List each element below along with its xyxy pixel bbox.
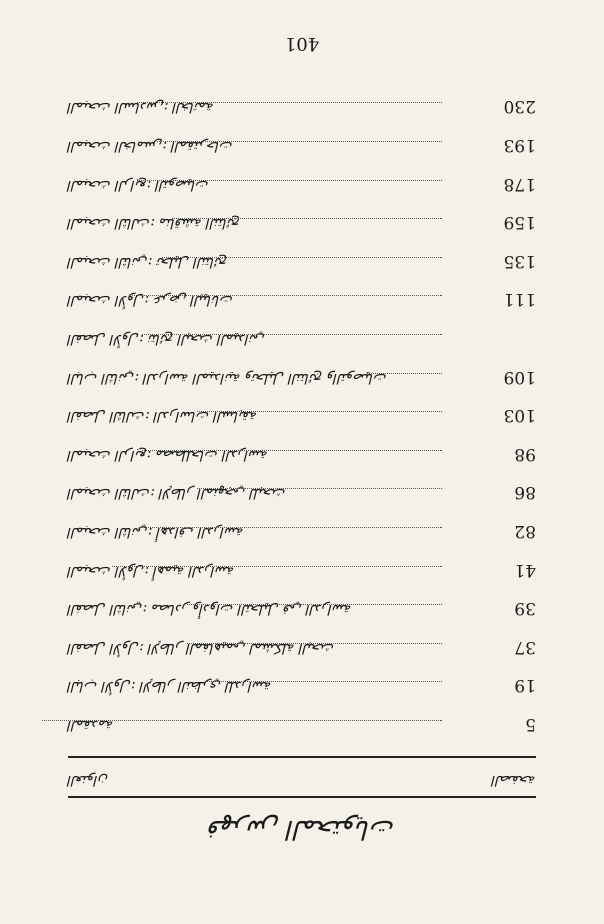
header-rule-bottom bbox=[68, 756, 536, 758]
toc-entry-leader bbox=[112, 566, 442, 567]
toc-entry-label: المبحث الثاني: أهداف الدراسة bbox=[68, 524, 244, 541]
toc-entry-leader bbox=[172, 218, 442, 219]
toc-entry-label: الفصل الأول: نتائج البحث الميداني bbox=[68, 331, 266, 348]
header-title: العنوان bbox=[68, 772, 109, 788]
toc-entry-page: 86 bbox=[514, 482, 536, 503]
toc-entry-page: 193 bbox=[503, 135, 536, 156]
toc-entry-page: 98 bbox=[514, 443, 536, 464]
toc-entry-leader bbox=[187, 604, 442, 605]
toc-entry-leader bbox=[197, 411, 442, 412]
toc-entry-page: 135 bbox=[503, 250, 536, 271]
toc-entry-label: الباب الثاني: الدراسة الميدانية وتحليل النتائج والتوصيات bbox=[68, 369, 388, 386]
toc-entry[interactable] bbox=[68, 356, 536, 395]
toc-entry[interactable] bbox=[68, 395, 536, 434]
toc-entry[interactable] bbox=[68, 588, 536, 627]
page-title: فهرس المحتويات bbox=[208, 814, 396, 844]
toc-entry-page: 41 bbox=[514, 559, 536, 580]
toc-entry-label: الباب الأول: الإطار النظري للدراسة bbox=[68, 678, 272, 695]
toc-entry-label: المبحث الرابع: التوصيات bbox=[68, 176, 210, 193]
toc-entry-label: المبحث الأول: عرض البيانات bbox=[68, 292, 234, 309]
header-rule-top bbox=[68, 796, 536, 798]
toc-entry-label: المقدمة bbox=[68, 717, 114, 733]
toc-entry-leader bbox=[187, 643, 442, 644]
toc-entry-label: الفصل الأول: الإطار المفاهيمي لمشكلة البحث bbox=[68, 639, 335, 656]
toc-entry-label: المبحث الثاني: تحليل النتائج bbox=[68, 253, 228, 270]
toc-entry[interactable] bbox=[68, 510, 536, 549]
page-number: 401 bbox=[284, 33, 320, 54]
toc-entry-leader bbox=[42, 720, 442, 721]
toc-entry-page: 111 bbox=[503, 289, 536, 310]
toc-entry[interactable] bbox=[68, 202, 536, 241]
toc-entry-page: 39 bbox=[514, 598, 536, 619]
toc-entry[interactable] bbox=[68, 433, 536, 472]
toc-entry-label: المبحث الأول: أهمية الدراسة bbox=[68, 562, 235, 579]
toc-entry[interactable] bbox=[68, 549, 536, 588]
toc-entries bbox=[68, 86, 536, 742]
toc-entry-leader bbox=[207, 681, 442, 682]
toc-entry[interactable] bbox=[68, 472, 536, 511]
toc-entry[interactable] bbox=[68, 665, 536, 704]
toc-entry-page: 19 bbox=[514, 675, 536, 696]
toc-entry-leader bbox=[197, 488, 442, 489]
toc-entry-label: المبحث الرابع: مصطلحات الدراسة bbox=[68, 446, 269, 463]
toc-entry-label: الفصل الثالث: الدراسات السابقة bbox=[68, 408, 258, 425]
toc-entry[interactable] bbox=[68, 240, 536, 279]
toc-entry-leader bbox=[142, 334, 442, 335]
toc-entry-page: 37 bbox=[514, 636, 536, 657]
toc-entry-page: 103 bbox=[503, 405, 536, 426]
toc-entry-label: المبحث الثالث: الإطار المنهجي للبحث bbox=[68, 485, 287, 502]
toc-entry[interactable] bbox=[68, 279, 536, 318]
toc-entry-label: المبحث السادس: الخاتمة bbox=[68, 99, 215, 116]
toc-entry-label: المبحث الخامس: المقترحات bbox=[68, 138, 234, 155]
toc-entry-leader bbox=[137, 180, 442, 181]
header-page: الصفحة bbox=[492, 772, 536, 788]
toc-entry[interactable] bbox=[68, 163, 536, 202]
toc-entry-leader bbox=[157, 141, 442, 142]
toc-entry-leader bbox=[367, 373, 442, 374]
toc-header bbox=[68, 764, 536, 790]
toc-entry-page: 159 bbox=[503, 212, 536, 233]
toc-entry-leader bbox=[162, 257, 442, 258]
toc-entry[interactable] bbox=[68, 86, 536, 125]
toc-entry[interactable] bbox=[68, 317, 536, 356]
toc-entry[interactable] bbox=[68, 125, 536, 164]
toc-entry-label: الفصل الثاني: مصادر وأدوات التحليل في الدراسة bbox=[68, 601, 352, 618]
toc-entry-leader bbox=[142, 527, 442, 528]
toc-entry-leader bbox=[132, 295, 442, 296]
toc-entry[interactable] bbox=[68, 703, 536, 742]
toc-entry-label: المبحث الثالث: مناقشة النتائج bbox=[68, 215, 241, 232]
toc-entry-page: 109 bbox=[503, 366, 536, 387]
toc-entry-leader bbox=[142, 450, 442, 451]
toc-entry-page: 82 bbox=[514, 521, 536, 542]
toc-entry[interactable] bbox=[68, 626, 536, 665]
toc-entry-page: 178 bbox=[503, 173, 536, 194]
toc-entry-page: 5 bbox=[525, 714, 536, 734]
toc-entry-leader bbox=[137, 103, 442, 104]
toc-entry-page: 230 bbox=[503, 96, 536, 117]
